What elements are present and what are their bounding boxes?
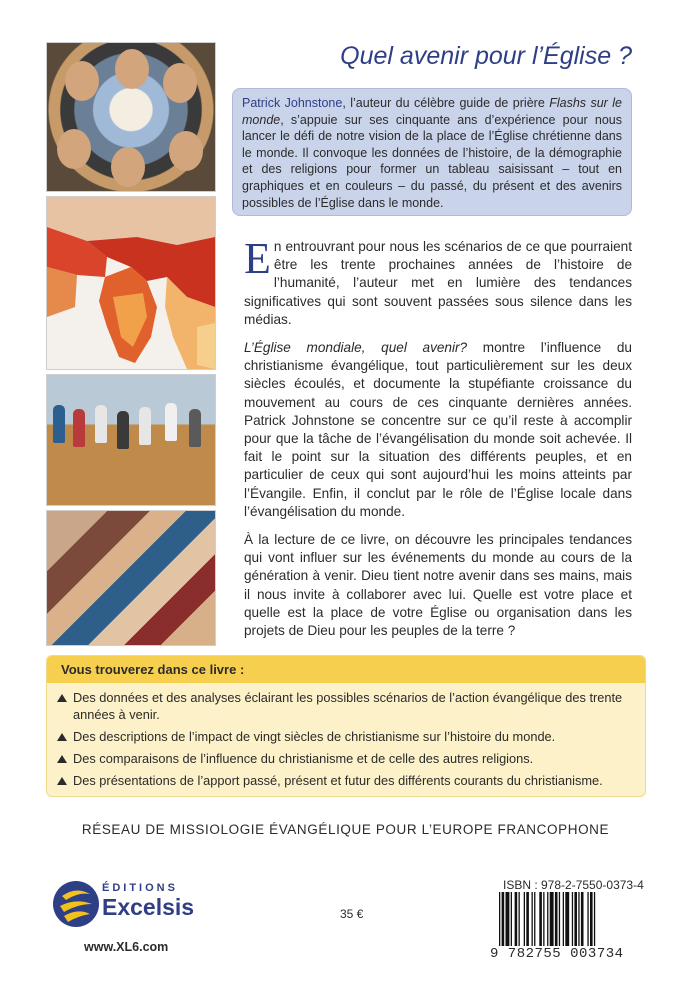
barcode-bar <box>581 892 584 946</box>
logo-name: Excelsis <box>102 894 195 920</box>
triangle-bullet-icon <box>57 755 67 763</box>
barcode-bar <box>547 892 548 946</box>
photo-face <box>57 129 91 169</box>
barcode-bar <box>519 892 520 946</box>
barcode-bar <box>515 892 518 946</box>
excelsis-logo-icon <box>52 880 100 928</box>
barcode-bar <box>572 892 573 946</box>
list-item <box>57 750 631 767</box>
logo-editions: ÉDITIONS <box>102 882 178 894</box>
world-map-image <box>46 196 216 370</box>
list-item-text: Des descriptions de l’impact de vingt siècles de christianisme sur l’histoire du monde. <box>73 729 556 744</box>
features-list <box>47 689 645 789</box>
photo-person <box>117 411 129 449</box>
barcode-bar <box>506 892 510 946</box>
barcode-bar <box>502 892 505 946</box>
paragraph-text: montre l’influence du christianisme évangélique, tout particulièrement sur les deux siècles écoulés, et documente la stupéfiante croissance du mouvement au cours de ces cinquante dernières années. Patrick Johnstone se concentre sur ce qu’il reste à accomplir pour que la tâche de l’évangélisation du monde soit achevée. Il fait le point sur la situation des différents peuples, et en particulier de ceux qui sont aujourd’hui les moins atteints par l’Évangile. Enfin, il conclut par le rôle de l’Église locale dans l’évangélisation du monde. <box>244 340 632 519</box>
photo-face <box>169 131 203 171</box>
barcode-bar <box>524 892 525 946</box>
paragraph-text: n entrouvrant pour nous les scénarios de ce que pourraient être les trente prochaines années de l’histoire de l’humanité, l’auteur met en lumière des tendances significatives qui sont souvent passées sous silence dans les médias. <box>244 239 632 327</box>
intro-text-1: , l’auteur du célèbre guide de prière <box>342 96 550 110</box>
page-title: Quel avenir pour l’Église ? <box>340 42 632 70</box>
triangle-bullet-icon <box>57 733 67 741</box>
barcode-graphic <box>497 892 647 946</box>
author-name: Patrick Johnstone <box>242 96 343 110</box>
barcode-bar <box>590 892 593 946</box>
photo-person <box>53 405 65 443</box>
photo-baptism <box>46 374 216 506</box>
photo-person <box>139 407 151 445</box>
barcode-bar <box>594 892 595 946</box>
book-title: Flashs sur le monde <box>242 96 623 127</box>
barcode-bar <box>550 892 554 946</box>
features-box <box>46 655 646 797</box>
isbn-label: ISBN : 978-2-7550-0373-4 <box>503 878 644 892</box>
list-item <box>57 728 631 745</box>
list-item <box>57 689 631 723</box>
world-map-graphic <box>47 197 215 369</box>
intro-box <box>232 88 632 216</box>
barcode-bar <box>539 892 542 946</box>
barcode-bar <box>565 892 569 946</box>
photo-person <box>73 409 85 447</box>
website-link[interactable]: www.XL6.com <box>84 940 169 954</box>
barcode-bar <box>555 892 558 946</box>
body-paragraph-3: À la lecture de ce livre, on découvre les principales tendances qui vont influer sur les événements du monde au cours de la génération à venir. Dieu tient notre avenir dans ses mains, mais il nous invite à collaborer avec lui. Quelle est votre place et quelle est la place de votre Église ou organisation dans les projets de Dieu pour les peuples de la terre ? <box>244 532 632 639</box>
triangle-bullet-icon <box>57 694 67 702</box>
body-paragraph-2 <box>244 339 632 521</box>
barcode-bar <box>563 892 564 946</box>
triangle-bullet-icon <box>57 777 67 785</box>
barcode-bar <box>587 892 588 946</box>
publisher-logo <box>52 880 212 928</box>
features-heading: Vous trouverez dans ce livre : <box>47 656 645 683</box>
body-text <box>244 234 632 650</box>
photo-congregation <box>46 510 216 646</box>
photo-person <box>165 403 177 441</box>
barcode-digits: 9 782755 003734 <box>490 946 624 962</box>
network-name: RÉSEAU DE MISSIOLOGIE ÉVANGÉLIQUE POUR L’EUROPE FRANCOPHONE <box>81 822 610 837</box>
barcode-bar <box>511 892 512 946</box>
price: 35 € <box>340 907 364 921</box>
barcode-bar <box>578 892 579 946</box>
drop-cap: E <box>244 234 271 283</box>
barcode-bar <box>534 892 535 946</box>
photo-face <box>163 63 197 103</box>
photo-face <box>115 49 149 89</box>
photo-group-circle <box>46 42 216 192</box>
photo-person <box>95 405 107 443</box>
barcode-bar <box>532 892 533 946</box>
barcode-bar <box>543 892 544 946</box>
barcode-bar <box>526 892 529 946</box>
barcode-bar <box>574 892 577 946</box>
photo-face <box>65 61 99 101</box>
list-item-text: Des présentations de l’apport passé, présent et futur des différents courants du christianisme. <box>73 773 603 788</box>
list-item <box>57 772 631 789</box>
list-item-text: Des données et des analyses éclairant les possibles scénarios de l’action évangélique des trente années à venir. <box>73 690 623 722</box>
barcode-bar <box>499 892 500 946</box>
body-paragraph-1 <box>244 234 632 329</box>
list-item-text: Des comparaisons de l’influence du christianisme et de celle des autres religions. <box>73 751 534 766</box>
photo-face <box>111 147 145 187</box>
intro-text-2: , s’appuie sur ses cinquante ans d’expérience pour nous lancer le défi de notre vision de la place de l’Église chrétienne dans le monde. Il convoque les données de l’histoire, de la démographie et des religions pour former un tableau saisissant – tout en graphiques et en couleurs – du passé, du présent et des avenirs possibles de l’Église dans le monde. <box>242 112 622 210</box>
barcode-bar <box>559 892 560 946</box>
photo-person <box>189 409 201 447</box>
book-title-inline: L’Église mondiale, quel avenir? <box>244 340 468 356</box>
